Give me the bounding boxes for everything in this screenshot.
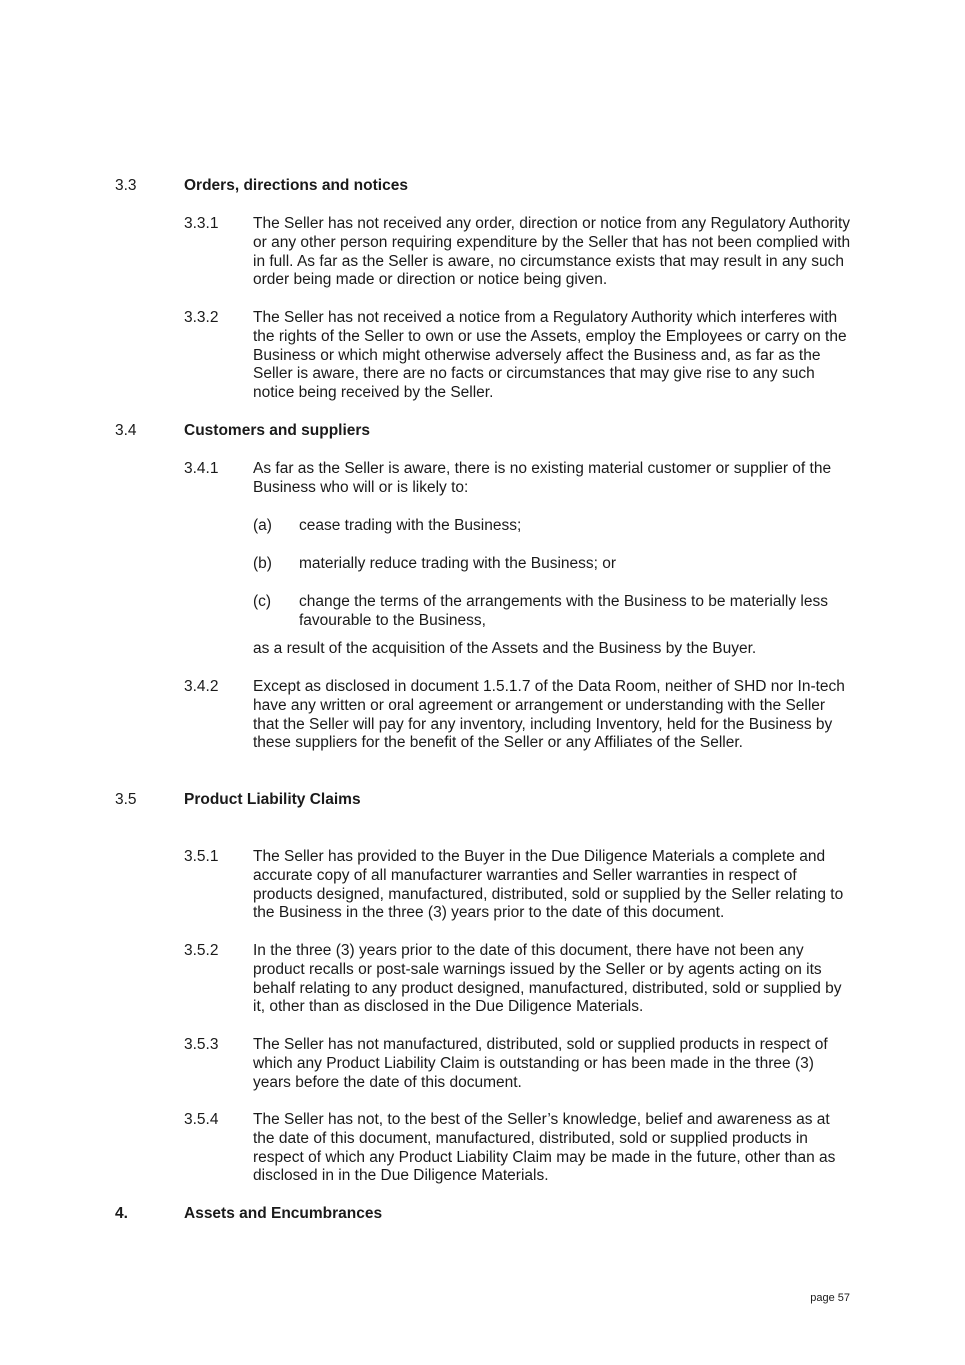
clause-text: The Seller has not, to the best of the Seller’s knowledge, belief and awareness as at the date of this document, manufactured, distributed, sold or supplied products in respect of which any Product Liability Claim may be made in the future, other than as disclosed in in the Due Diligence Materials. (253, 1111, 836, 1185)
clause-text: The Seller has not received a notice from a Regulatory Authority which interferes with the rights of the Seller to own or use the Assets, employ the Employees or carry on the Business or which might otherwise adversely affect the Business and, as far as the Seller is aware, there are no facts or circumstances that may give rise to any such notice being received by the Seller. (253, 309, 847, 402)
section-heading: Product Liability Claims (184, 791, 361, 808)
section-number: 4. (115, 1205, 128, 1222)
clause-text: The Seller has not manufactured, distributed, sold or supplied products in respect of which any Product Liability Claim is outstanding or has been made in the three (3) years before the date of this document. (253, 1036, 828, 1091)
section-heading: Assets and Encumbrances (184, 1205, 383, 1222)
clause-text: The Seller has not received any order, direction or notice from any Regulatory Authority or any other person requiring expenditure by the Seller that has not been complied with in full. As far as the Seller is aware, no circumstance exists that may result in any such order being made or direction or notice being given. (253, 215, 851, 289)
clause-number: 3.5.4 (184, 1111, 219, 1128)
clause-number: 3.5.1 (184, 848, 219, 865)
clause-number: 3.3.2 (184, 309, 219, 326)
section-number: 3.5 (115, 791, 137, 808)
clause-number: 3.4.2 (184, 678, 219, 695)
clause-continuation: as a result of the acquisition of the Assets and the Business by the Buyer. (253, 640, 757, 657)
subclause-text: change the terms of the arrangements with the Business to be materially less favourable to the Business, (299, 593, 828, 629)
section-number: 3.3 (115, 177, 137, 194)
subclause-number: (b) (253, 555, 272, 572)
page-number: page 57 (810, 1292, 850, 1304)
section-heading: Orders, directions and notices (184, 177, 408, 194)
clause-text: The Seller has provided to the Buyer in the Due Diligence Materials a complete and accurate copy of all manufacturer warranties and Seller warranties in respect of products designed, manufactured, distributed, sold or supplied by the Seller relating to the Business in the three (3) years prior to the date of this document. (253, 848, 844, 922)
subclause-number: (c) (253, 593, 272, 610)
clause-number: 3.5.2 (184, 942, 219, 959)
clause-number: 3.3.1 (184, 215, 219, 232)
subclause-text: cease trading with the Business; (299, 517, 522, 534)
clause-text: As far as the Seller is aware, there is no existing material customer or supplier of the Business who will or is likely to: (253, 460, 832, 496)
subclause-text: materially reduce trading with the Business; or (299, 555, 617, 572)
subclause-number: (a) (253, 517, 272, 534)
clause-text: In the three (3) years prior to the date of this document, there have not been any product recalls or post-sale warnings issued by the Seller or by agents acting on its behalf relating to any product designed, manufactured, distributed, sold or supplied by it, other than as disclosed in the Due Diligence Materials. (253, 942, 842, 1016)
section-number: 3.4 (115, 422, 137, 439)
section-heading: Customers and suppliers (184, 422, 371, 439)
clause-number: 3.5.3 (184, 1036, 219, 1053)
clause-text: Except as disclosed in document 1.5.1.7 of the Data Room, neither of SHD nor In-tech have any written or oral agreement or arrangement or understanding with the Seller that the Seller will pay for any inventory, including Inventory, held for the Business by these suppliers for the benefit of the Seller or any Affiliates of the Seller. (253, 678, 845, 752)
clause-number: 3.4.1 (184, 460, 219, 477)
